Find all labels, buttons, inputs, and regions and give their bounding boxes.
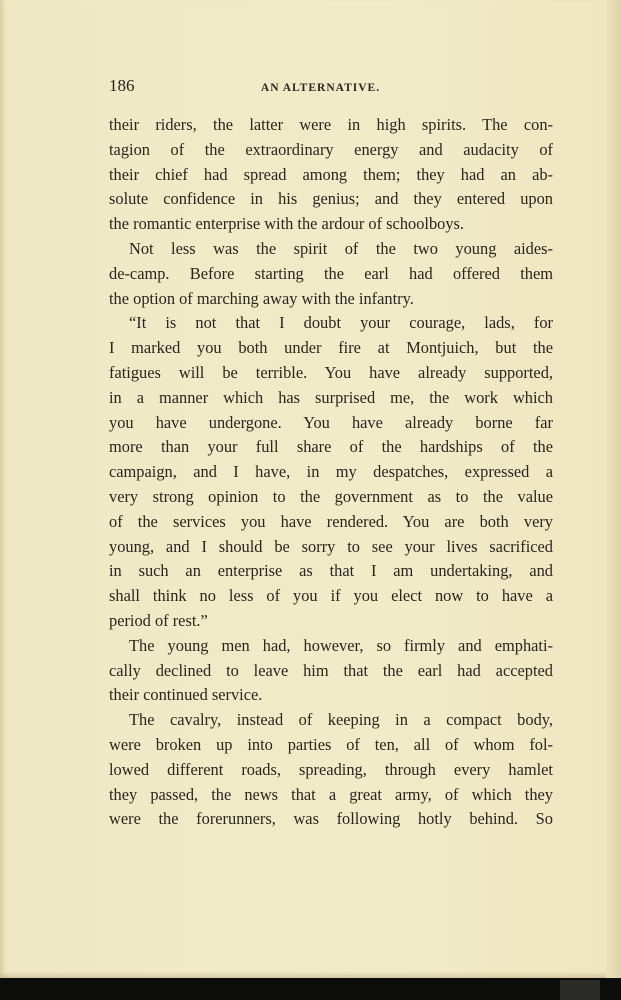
text-line: “It is not that I doubt your courage, lads, for	[129, 313, 553, 333]
running-head: AN ALTERNATIVE.	[260, 82, 381, 94]
text-line: period of rest.”	[109, 610, 208, 630]
text-line: lowed different roads, spreading, through every hamlet	[109, 759, 553, 779]
text-line: I marked you both under fire at Montjuich, but the	[109, 338, 553, 358]
text-line: of the services you have rendered. You are both very	[109, 511, 553, 531]
text-line: their continued service.	[109, 685, 263, 705]
scan-background	[560, 980, 600, 1000]
text-line: very strong opinion to the government as to the value	[109, 486, 553, 506]
text-line: their chief had spread among them; they had an ab-	[109, 164, 553, 184]
text-line: the romantic enterprise with the ardour of schoolboys.	[109, 214, 465, 234]
body-text	[109, 115, 553, 834]
text-line: more than your full share of the hardships of the	[109, 437, 553, 457]
text-line: in a manner which has surprised me, the work which	[109, 387, 553, 407]
text-line: campaign, and I have, in my despatches, expressed a	[109, 462, 553, 482]
text-line: de-camp. Before starting the earl had offered them	[109, 263, 553, 283]
page-edge	[606, 0, 621, 978]
text-line: their riders, the latter were in high spirits. The con-	[109, 115, 553, 134]
text-line: tagion of the extraordinary energy and audacity of	[109, 139, 553, 159]
text-line: they passed, the news that a great army, of which they	[109, 784, 553, 804]
text-line: young, and I should be sorry to see your lives sacrificed	[109, 536, 553, 556]
text-line: were the forerunners, was following hotly behind. So	[109, 809, 553, 829]
text-line: shall think no less of you if you elect now to have a	[109, 586, 553, 606]
page-number: 186	[109, 76, 135, 95]
text-line: The cavalry, instead of keeping in a compact body,	[129, 710, 553, 730]
text-line: in such an enterprise as that I am undertaking, and	[109, 561, 553, 581]
text-line: you have undergone. You have already borne far	[109, 412, 553, 432]
text-line: fatigues will be terrible. You have already supported,	[109, 362, 553, 382]
text-line: The young men had, however, so firmly and emphati-	[129, 635, 553, 655]
text-line: Not less was the spirit of the two young aides-	[129, 238, 553, 258]
text-line: were broken up into parties of ten, all of whom fol-	[109, 734, 553, 754]
text-line: solute confidence in his genius; and they entered upon	[109, 189, 553, 209]
text-line: cally declined to leave him that the earl had accepted	[109, 660, 553, 680]
text-line: the option of marching away with the infantry.	[109, 288, 414, 308]
